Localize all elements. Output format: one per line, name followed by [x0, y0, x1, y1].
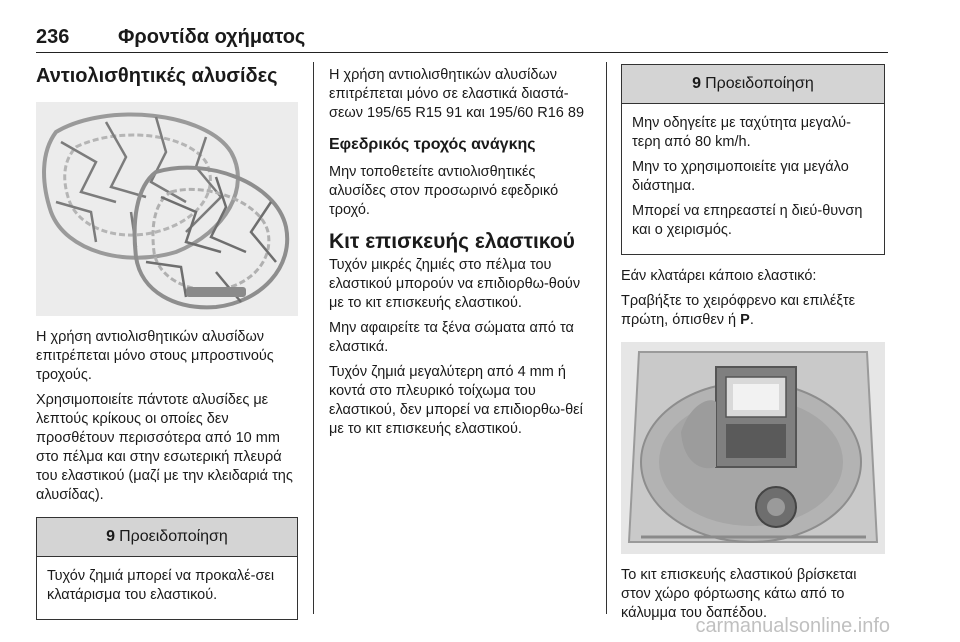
section-title-repair-kit: Κιτ επισκευής ελαστικού — [329, 230, 575, 253]
warning-body — [37, 557, 297, 619]
paragraph-small-damage: Τυχόν μικρές ζημιές στο πέλμα του ελαστικού μπορούν να επιδιορθω-θούν με το κιτ επισκευής ελαστικού. — [329, 257, 581, 311]
column-2 — [329, 66, 594, 445]
warning-text: Τυχόν ζημιά μπορεί να προκαλέ-σει κλατάρισμα του ελαστικού. — [47, 568, 275, 603]
warning-duration: Μην το χρησιμοποιείτε για μεγάλο διάστημα. — [632, 159, 849, 194]
paragraph-kit-location: Το κιτ επισκευής ελαστικού βρίσκεται στον χώρο φόρτωσης κάτω από το κάλυμμα του δαπέδου. — [621, 567, 857, 621]
warning-box-1 — [36, 517, 298, 620]
chapter-title: Φροντίδα οχήματος — [118, 26, 306, 48]
repair-kit-drawing — [621, 342, 885, 554]
paragraph-handbrake — [621, 292, 885, 330]
snow-chains-illustration — [36, 102, 298, 316]
warning-heading-2: Προειδοποίηση — [705, 75, 814, 92]
page-header — [36, 20, 888, 53]
warning-icon-2: 9 — [692, 75, 702, 92]
warning-speed: Μην οδηγείτε με ταχύτητα μεγαλύ-τερη από 80 km/h. — [632, 115, 851, 150]
warning-icon: 9 — [106, 528, 116, 545]
watermark: carmanualsonline.info — [695, 615, 890, 637]
repair-kit-in-trunk-photo — [621, 342, 885, 554]
column-divider-2 — [606, 62, 607, 614]
warning-box-2 — [621, 64, 885, 255]
page-number: 236 — [36, 26, 70, 48]
handbrake-text: Τραβήξτε το χειρόφρενο και επιλέξτε πρώτη, όπισθεν ή — [621, 293, 856, 328]
warning-header-2 — [622, 65, 884, 104]
handbrake-text-end: . — [749, 312, 754, 328]
paragraph-spare-wheel: Μην τοποθετείτε αντιολισθητικές αλυσίδες στον προσωρινό εφεδρικό τροχό. — [329, 164, 559, 218]
section-title-snow-chains: Αντιολισθητικές αλυσίδες — [36, 65, 278, 87]
warning-header — [37, 518, 297, 557]
paragraph-chain-spec: Χρησιμοποιείτε πάντοτε αλυσίδες με λεπτούς κρίκους οι οποίες δεν προσθέτουν περισσότερα από 10 mm στο πέλμα και στην εσωτερική πλευρά του ελαστικού (μαζί με την κλειδαριά της αλυσίδας). — [36, 392, 293, 503]
snow-chains-drawing — [36, 102, 298, 316]
paragraph-large-damage: Τυχόν ζημιά μεγαλύτερη από 4 mm ή κοντά στο πλευρικό τοίχωμα του ελαστικού, δεν μπορεί να επιδιορθω-θεί με το κιτ επισκευής ελαστικού. — [329, 364, 583, 437]
paragraph-front-wheels: Η χρήση αντιολισθητικών αλυσίδων επιτρέπεται μόνο στους μπροστινούς τροχούς. — [36, 329, 274, 383]
warning-heading: Προειδοποίηση — [119, 528, 228, 545]
gear-p-label: P — [740, 312, 750, 328]
warning-handling: Μπορεί να επηρεαστεί η διεύ-θυνση και ο χειρισμός. — [632, 203, 863, 238]
paragraph-tire-sizes: Η χρήση αντιολισθητικών αλυσίδων επιτρέπεται μόνο σε ελαστικά διαστά-σεων 195/65 R15 91 και 195/60 R16 89 — [329, 67, 585, 121]
column-divider-1 — [313, 62, 314, 614]
paragraph-flat-tire: Εάν κλατάρει κάποιο ελαστικό: — [621, 268, 817, 284]
warning-body-2 — [622, 104, 884, 254]
subtitle-spare-wheel: Εφεδρικός τροχός ανάγκης — [329, 136, 536, 153]
paragraph-foreign-objects: Μην αφαιρείτε τα ξένα σώματα από τα ελαστικά. — [329, 320, 574, 355]
column-3 — [621, 64, 885, 629]
column-1 — [36, 64, 298, 620]
